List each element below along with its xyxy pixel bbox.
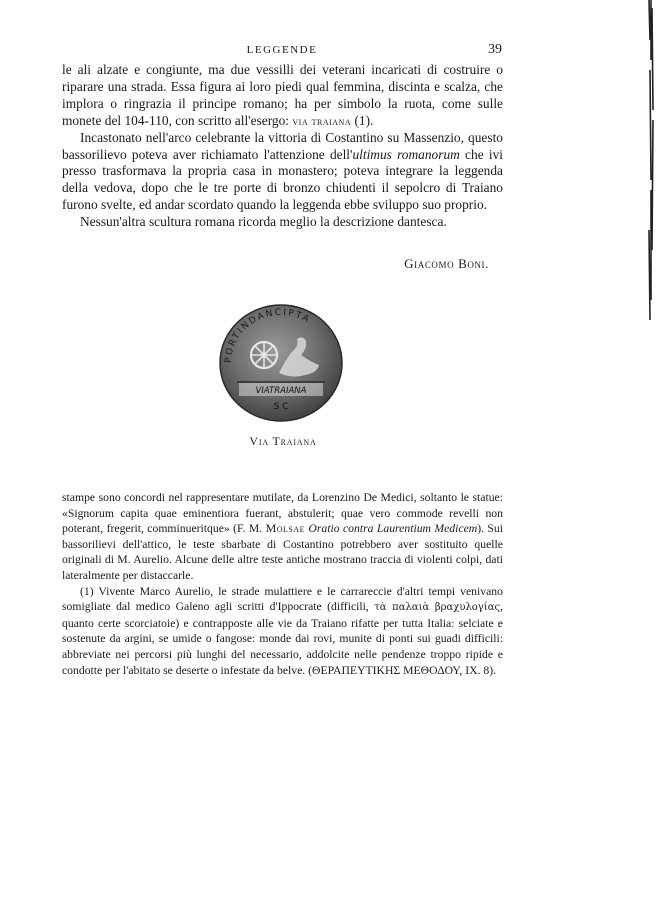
paragraph-1-text: le ali alzate e congiunte, ma due vessilli dei veterani incaricati di costruire o riparare una strada. Essa figura ai loro piedi qual femmina, discinta e scalza, che implora o ringrazia il principe romano; ha per simbolo la ruota, come sulle monete del 104-110, con scritto all'esergo: [62,62,503,128]
author-signature: Giacomo Boni. [404,256,489,271]
binding-edge-mark [637,0,659,320]
italic-phrase: ultimus romanorum [352,146,460,162]
footnote-1-text-b: , quanto certe scorciatoie) e contrapposte alle vie da Traiano rifatte per tutta Italia: selciate e sostenute da argini, se umide o fangose: monde dai rovi, munite di ponti sui guadi difficili: abbreviate nei percorsi più lunghi del necessario, addolcite nelle pendenze troppo ripide e condotte per l'abitato se deserte o infestate da belve. (ΘΕΡΑΠΕΥΤΙΚΗΣ ΜΕΘΟΔΟΥ, IX. 8). [62,600,503,677]
cited-author: Molsae [265,521,306,536]
footnote-1-text-a: (1) Vivente Marco Aurelio, le strade mulattiere e le carrareccie d'altri tempi venivano somigliate dal medico Galeno agli scritti d'Ippocrate (difficili, [62,584,503,614]
footnote-continuation [62,490,503,584]
wheel-icon [251,342,277,368]
running-title: LEGGENDE [246,44,318,56]
figure-caption: Via Traiana [249,434,317,448]
paragraph-2-text-a: Incastonato nell'arco celebrante la vittoria di Costantino su Massenzio, questo bassorilievo poteva aver richiamato l'attenzione dell' [62,129,503,162]
paragraph-2 [62,130,503,215]
greek-quote: τὰ παλαιὰ βραχυλογίας [374,602,501,614]
coin-legend-top: PORTINDANCIPTA [223,307,313,364]
coin-figure [209,295,349,425]
coin-sc: S C [273,402,289,412]
footnote-ref: (1). [351,112,374,128]
coin-exergue: VIATRAIANA [255,386,307,396]
paragraph-1 [62,62,503,130]
running-header [62,44,502,60]
body-text [62,62,503,231]
coin-image [209,295,349,425]
paragraph-2-text-b: che ivi presso trasformava la propria casa in monastero; poteva integrare la leggenda della vedova, dopo che le tre porte di bronzo chiudenti il sepolcro di Traiano furono svelte, ed andar scordato quando la leggenda ebbe sviluppo suo proprio. [62,146,503,213]
paragraph-3: Nessun'altra scultura romana ricorda meglio la descrizione dantesca. [80,214,447,230]
footnote-continuation-text-b: ). Sui bassorilievi dell'attico, le teste sbarbate di Costantino potrebbero aver sostituito quelle originali di M. Aurelio. Alcune delle altre teste antiche mostrano traccia di violenti colpi, dati lateralmente per distaccarle. [62,522,503,582]
footnote-1 [62,584,503,679]
cited-work: Oratio contra Laurentium Medicem [308,522,478,536]
exergue-legend: via traiana [292,113,352,128]
page-number: 39 [488,42,502,57]
footnote-continuation-text-a: stampe sono concordi nel rappresentare mutilate, da Lorenzino De Medici, soltanto le statue: «Signorum capita quae eminentiora fuerant, abstulerit; quae vero commode revelli non poterant, fregerit, comminueritque» (F. M. [62,491,503,536]
footnotes [62,490,503,678]
